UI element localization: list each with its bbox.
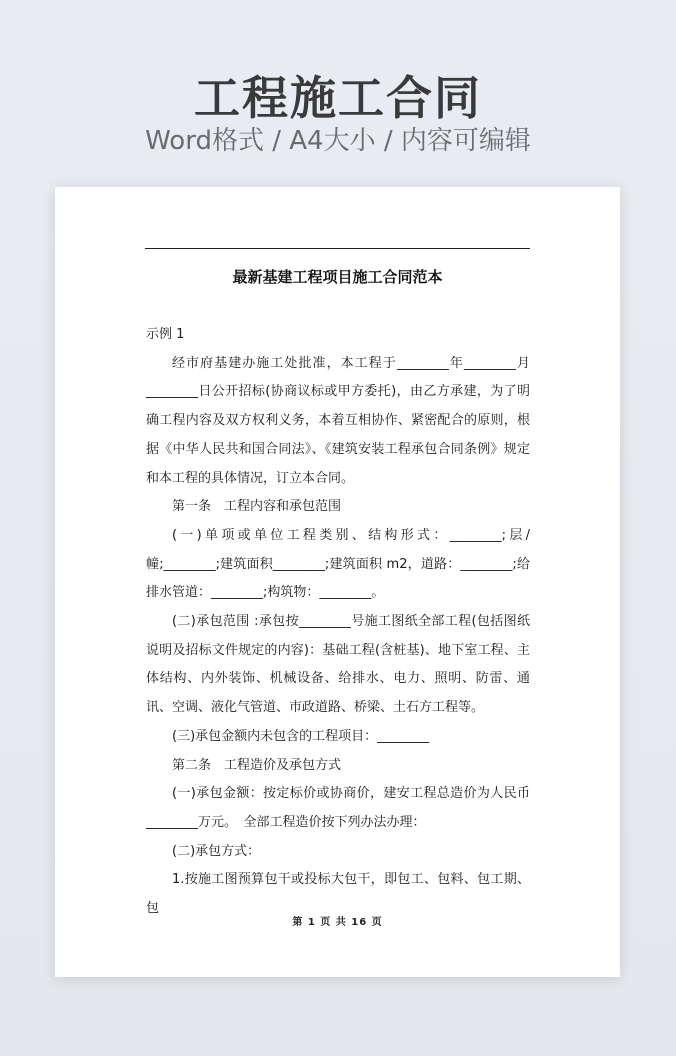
paragraph: 经市府基建办施工处批准，本工程于________年________月________日公开招标(协商议标或甲方委托)，由乙方承建，为了明确工程内容及双方权利义务，本着互相协作、紧密配合的原则，根据《中华人民共和国合同法》、《建筑安装工程承包合同条例》规定和本工程的具体情况，订立本合同。 xyxy=(146,355,530,486)
paragraph: 1.按施工图预算包干或投标大包干，即包工、包料、包工期、包 xyxy=(146,872,530,917)
paragraph: (二)承包范围 :承包按________号施工图纸全部工程(包括图纸说明及招标文件规定的内容)：基础工程(含桩基)、地下室工程、主体结构、内外装饰、机械设备、给排水、电力、照明、防雷、通讯、空调、液化气管道、市政道路、桥梁、土石方工程等。 xyxy=(146,614,530,716)
paragraph: (三)承包金额内未包含的工程项目：________ xyxy=(172,728,430,744)
paragraph: (一)单项或单位工程类别、结构形式：________;层/幢;________;建筑面积________;建筑面积 m2，道路：________;给排水管道：________;构筑物：________。 xyxy=(146,527,530,601)
paragraph: (二)承包方式： xyxy=(172,843,261,859)
document-title: 最新基建工程项目施工合同范本 xyxy=(232,268,443,286)
example-label: 示例 1 xyxy=(146,327,185,342)
document-page xyxy=(55,187,620,977)
section-heading: 第二条 工程造价及承包方式 xyxy=(172,757,342,773)
paragraph: (一)承包金额：按定标价或协商价，建安工程总造价为人民币________万元。 全部工程造价按下列办法办理： xyxy=(146,786,530,830)
page-footer: 第 1 页 共 16 页 xyxy=(292,917,383,928)
section-heading: 第一条 工程内容和承包范围 xyxy=(172,499,342,515)
header-rule xyxy=(145,248,530,249)
document-body xyxy=(146,321,530,924)
banner-title: 工程施工合同 xyxy=(194,71,482,125)
banner-subtitle: Word格式 / A4大小 / 内容可编辑 xyxy=(145,126,531,156)
